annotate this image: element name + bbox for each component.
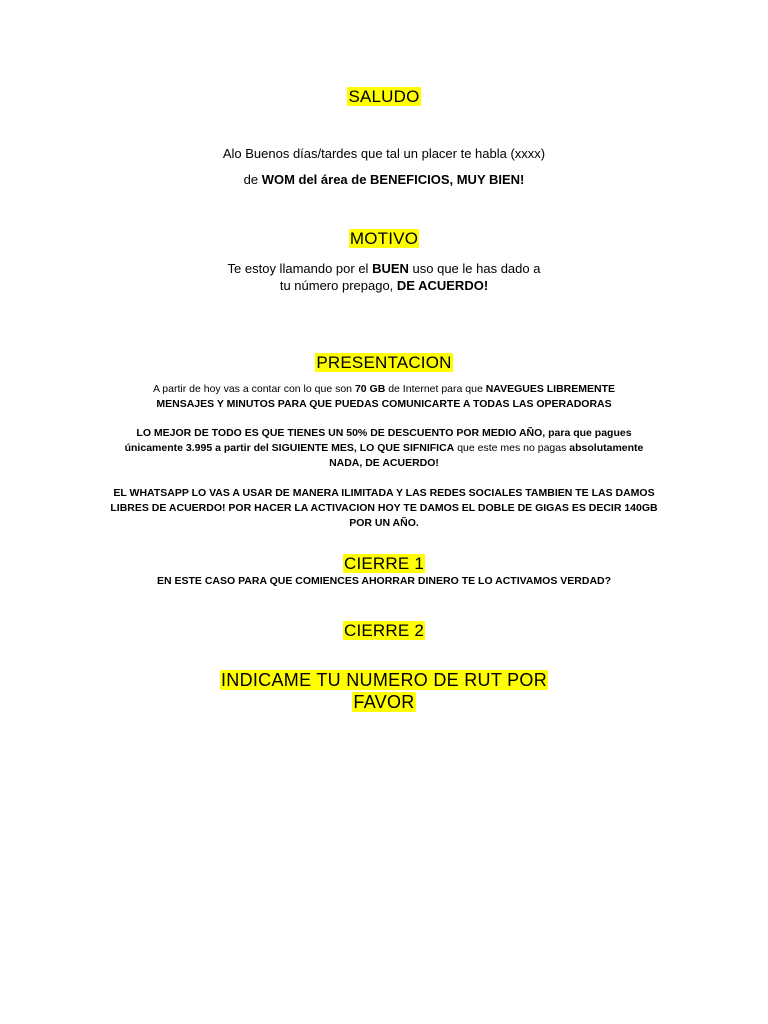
saludo-line-1: Alo Buenos días/tardes que tal un placer te habla (xxxx) (222, 146, 546, 161)
presentacion-p2-l2-a: únicamente 3.995 a partir del SIGUIENTE MES, LO QUE SIFNIFICA (124, 442, 455, 454)
motivo-line-2 (0, 277, 768, 294)
presentacion-p1-l2: MENSAJES Y MINUTOS PARA QUE PUEDAS COMUNICARTE A TODAS LAS OPERADORAS (156, 398, 612, 410)
presentacion-p3-l3: POR UN AÑO. (349, 517, 419, 529)
motivo-line-2-a: tu número prepago, (279, 278, 397, 293)
final-line-2-row (0, 691, 768, 713)
presentacion-p3-line-1 (0, 486, 768, 501)
motivo-line-1 (0, 260, 768, 277)
presentacion-p2-l3: NADA, DE ACUERDO! (329, 457, 439, 469)
final-line-1-row (0, 669, 768, 691)
presentacion-p2-line-2 (0, 441, 768, 456)
presentacion-heading-row (0, 352, 768, 374)
cierre-1-heading-row (0, 553, 768, 575)
saludo-heading-row (0, 86, 768, 108)
presentacion-p1-l1-c: de Internet para que (385, 383, 486, 395)
final-line-1: INDICAME TU NUMERO DE RUT POR (220, 670, 548, 690)
motivo-heading-row (0, 228, 768, 250)
saludo-line-2-prefix: de (243, 172, 262, 187)
presentacion-p2-l1: LO MEJOR DE TODO ES QUE TIENES UN 50% DE DESCUENTO POR MEDIO AÑO, para que pagues (136, 427, 632, 439)
presentacion-p3-l2: LIBRES DE ACUERDO! POR HACER LA ACTIVACION HOY TE DAMOS EL DOBLE DE GIGAS ES DECIR 140GB (110, 502, 658, 514)
cierre-2-heading: CIERRE 2 (343, 621, 424, 640)
cierre-1-line (0, 574, 768, 589)
presentacion-p3-line-3 (0, 516, 768, 531)
cierre-2-heading-row (0, 620, 768, 642)
presentacion-p1-l1-a: A partir de hoy vas a contar con lo que son (152, 383, 355, 395)
saludo-line-2 (0, 171, 768, 188)
cierre-1-heading: CIERRE 1 (343, 554, 424, 573)
presentacion-p3-l1: EL WHATSAPP LO VAS A USAR DE MANERA ILIMITADA Y LAS REDES SOCIALES TAMBIEN TE LAS DAMOS (113, 487, 655, 499)
saludo-line-2-bold: WOM del área de BENEFICIOS, MUY BIEN! (261, 172, 525, 187)
presentacion-heading: PRESENTACION (316, 353, 452, 372)
presentacion-p1-line-2 (0, 397, 768, 412)
saludo-heading: SALUDO (348, 87, 420, 106)
presentacion-p2-line-1 (0, 426, 768, 441)
motivo-line-1-a: Te estoy llamando por el (227, 261, 373, 276)
cierre-1-text: EN ESTE CASO PARA QUE COMIENCES AHORRAR DINERO TE LO ACTIVAMOS VERDAD? (156, 575, 612, 587)
presentacion-p2-l2-b: que este mes no pagas (454, 442, 570, 454)
presentacion-p2-line-3 (0, 456, 768, 471)
presentacion-p1-l1-b: 70 GB (354, 383, 386, 395)
presentacion-p1-l1-d: NAVEGUES LIBREMENTE (485, 383, 616, 395)
presentacion-p1-line-1 (0, 382, 768, 397)
presentacion-p3-line-2 (0, 501, 768, 516)
motivo-line-1-c: uso que le has dado a (408, 261, 541, 276)
presentacion-p2-l2-c: absolutamente (569, 442, 644, 454)
motivo-line-2-b: DE ACUERDO! (396, 278, 489, 293)
final-line-2: FAVOR (353, 692, 415, 712)
motivo-heading: MOTIVO (349, 229, 419, 248)
motivo-line-1-b: BUEN (372, 261, 409, 276)
